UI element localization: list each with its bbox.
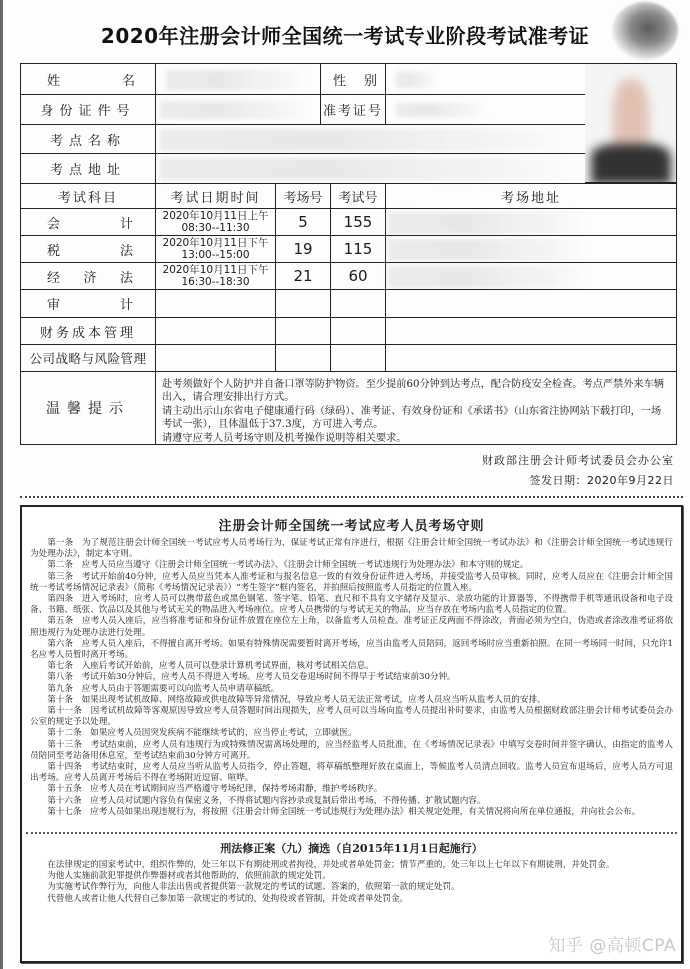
exam-room-address	[385, 208, 677, 236]
exam-subject: 公司战略与风险管理	[20, 344, 156, 372]
law-paragraph: 为实施考试作弊行为，向他人非法出售或者提供第一款规定的考试的试题、答案的，依照第一款的规定处罚。	[47, 882, 460, 893]
rule-article: 第七条 入座后考试开始前，应考人员可以登录计算机考试界面，核对考试相关信息。	[47, 661, 374, 672]
exam-room: 5	[275, 208, 331, 236]
rule-article: 第四条 进入考场时，应考人员可以携带蓝色或黑色钢笔、签字笔、铅笔、直尺和不具有文字储存及显示、录放功能的计算器等，不得携带手机等通讯设备和电子设备、书籍、纸张、饮品以及其他与考试无关的物品进入考场座位。应考人员携带的与考试无关的物品，应当存放在考场内监考人员指定的位置。	[30, 594, 673, 616]
rule-article: 第十条 如果出现考试机故障、网络故障或供电故障等异常情况，导致应考人员无法正常考试，应考人员应当听从监考人员的安排。	[47, 694, 546, 705]
rules-articles	[22, 538, 681, 818]
exam-datetime: 2020年10月11日下午 16:30--18:30	[155, 262, 276, 290]
header-room: 考场号	[275, 183, 331, 209]
notes-content	[155, 371, 677, 445]
fingerprint-smudge	[612, 2, 678, 60]
exam-room-address	[385, 344, 677, 372]
cut-line	[20, 496, 683, 498]
admission-ticket-table	[20, 63, 677, 445]
rule-article: 第十三条 考试结束前，应考人员有违规行为或特殊情况需离场处理的，应当经监考人员批准，在《考场情况记录表》中填写交卷时间并签字确认，由指定的监考人员陪同至考站备用休息室，至考试结束前30分钟方可离开。	[30, 739, 673, 761]
exam-datetime	[155, 289, 276, 318]
header-datetime: 考试日期时间	[155, 183, 276, 209]
label-gender: 性 别	[320, 63, 386, 95]
exam-room-address	[385, 317, 677, 345]
law-paragraph: 为他人实施前款犯罪提供作弊器材或者其他帮助的，依照前款的规定处罚。	[47, 871, 331, 882]
document-title: 2020年注册会计师全国统一考试专业阶段考试准考证	[100, 24, 590, 48]
rule-article: 第九条 应考人员由于答题需要可以向监考人员申请草稿纸。	[47, 683, 280, 694]
exam-seat: 60	[330, 262, 386, 290]
rule-article: 第二条 应考人员应当遵守《注册会计师全国统一考试办法》、《注册会计师全国统一考试违规行为处理办法》和本守则的规定。	[47, 560, 529, 571]
exam-room	[275, 317, 331, 345]
header-room-address: 考场地址	[385, 183, 677, 209]
rule-article: 第十六条 应考人员对试题内容负有保密义务，不得将试题内容抄录或复制后带出考场，不得传播、扩散试题内容。	[47, 795, 486, 806]
label-notes: 温馨提示	[20, 371, 156, 445]
value-site-name	[155, 124, 586, 154]
exam-subject: 税 法	[20, 235, 156, 263]
exam-room	[275, 289, 331, 318]
law-paragraph: 代替他人或者让他人代替自己参加第一款规定的考试的，处拘役或者管制，并处或者单处罚金。	[47, 893, 409, 904]
rule-article: 第十五条 应考人员在考试期间应当严格遵守考场纪律，保持考场肃静，维护考场秩序。	[47, 784, 383, 795]
value-name	[155, 63, 321, 95]
candidate-photo	[585, 63, 677, 183]
law-paragraph: 在法律规定的国家考试中，组织作弊的，处三年以下有期徒刑或者拘役，并处或者单处罚金；情节严重的，处三年以上七年以下有期徒刑，并处罚金。	[47, 860, 615, 871]
rules-title: 注册会计师全国统一考试应考人员考场守则	[218, 519, 485, 534]
rule-article: 第十七条 应考人员如果出现违规行为，将按照《注册会计师全国统一考试违规行为处理办法》相关规定处理，有关情况将向所在单位通报，并向社会公布。	[47, 806, 641, 817]
exam-room-address	[385, 289, 677, 318]
value-gender	[385, 63, 586, 95]
exam-room	[275, 344, 331, 372]
note-line: 请遵守应考人员考场守则及机考操作说明等相关要求。	[162, 432, 407, 444]
value-ticket-number	[385, 94, 586, 125]
label-site-name: 考点名称	[20, 124, 156, 154]
watermark: 知乎 @高顿CPA	[548, 936, 676, 956]
exam-room-address	[385, 262, 677, 290]
issue-date	[530, 472, 675, 488]
rule-article: 第三条 考试开始前40分钟，应考人员应当凭本人准考证和与报名信息一致的有效身份证件进入考场，并接受监考人员审核。同时，应考人员应在《注册会计师全国统一考试考场情况记录表》（简称《考场情况记录表》）“考生签字”框内签名，并拍照后按照监考人员指定的位置入座。	[30, 571, 673, 593]
rule-article: 第十一条 因考试机故障等客观原因导致应考人员答题时间出现损失，应考人员可以当场向监考人员提出补时要求，由监考人员根据财政部注册会计师考试委员会办公室的规定予以处理。	[30, 706, 673, 728]
rule-article: 第十四条 考试结束时，应考人员应当听从监考人员指令，停止答题，将草稿纸整理好放在桌面上，等候监考人员清点回收。监考人员宣布退场后，应考人员方可退出考场。应考人员离开考场后不得在考场附近逗留、喧哗。	[30, 762, 673, 784]
header-subject: 考试科目	[20, 183, 156, 209]
label-site-address: 考点地址	[20, 153, 156, 184]
left-edge-bar	[0, 0, 3, 969]
law-title: 刑法修正案（九）摘选（自2015年11月1日起施行）	[220, 842, 483, 856]
header-seat: 考试号	[330, 183, 386, 209]
exam-rules-box	[20, 505, 683, 963]
exam-datetime: 2020年10月11日下午 13:00--15:00	[155, 235, 276, 263]
rules-separator	[26, 832, 677, 834]
exam-seat: 155	[330, 208, 386, 236]
exam-datetime: 2020年10月11日上午 08:30--11:30	[155, 208, 276, 236]
exam-room: 21	[275, 262, 331, 290]
exam-subject: 会 计	[20, 208, 156, 236]
exam-seat	[330, 289, 386, 318]
exam-seat: 115	[330, 235, 386, 263]
exam-datetime	[155, 344, 276, 372]
note-line: 赴考须做好个人防护并自备口罩等防护物资。至少提前60分钟到达考点，配合防疫安全检查。考点严禁外来车辆出入，请合理安排出行方式。	[162, 379, 664, 404]
value-id-number	[155, 94, 321, 125]
law-paragraphs	[22, 860, 681, 905]
exam-seat	[330, 344, 386, 372]
rule-article: 第十二条 如果应考人员因突发疾病不能继续考试的，应当停止考试，立即就医。	[47, 728, 357, 739]
issue-date-value: 2020年9月22日	[587, 474, 674, 487]
exam-room-address	[385, 235, 677, 263]
exam-room: 19	[275, 235, 331, 263]
exam-seat	[330, 317, 386, 345]
issuer: 财政部注册会计师考试委员会办公室	[482, 454, 674, 467]
note-line: 请主动出示山东省电子健康通行码（绿码）、准考证、有效身份证和《承诺书》（山东省注协网站下载打印，一场考试一张），且体温低于37.3度，方可进入考点。	[162, 405, 662, 431]
rule-article: 第五条 应考人员入座后，应当将准考证和身份证件放置在座位左上角，以备监考人员检查。准考证正反两面不得涂改，背面必须为空白，伪造或者涂改准考证将依照违规行为处理办法进行处理。	[30, 616, 673, 638]
label-id-number: 身份证件号	[20, 94, 156, 125]
rule-article: 第八条 考试开始30分钟后，应考人员不得进入考场。应考人员交卷退场时间不得早于考试结束前30分钟。	[47, 672, 456, 683]
label-ticket-number: 准考证号	[320, 94, 386, 125]
exam-subject: 审 计	[20, 289, 156, 318]
value-site-address	[155, 153, 586, 184]
label-name: 姓 名	[20, 63, 156, 95]
issue-date-label: 签发日期：	[529, 474, 587, 487]
exam-datetime	[155, 317, 276, 345]
rule-article: 第六条 应考人员入座后，不得擅自离开考场。如果有特殊情况需要暂时离开考场，应当由监考人员陪同，返回考场时应当重新拍照。在同一考场同一时间，只允许1名应考人员暂时离开考场。	[30, 638, 673, 661]
exam-subject: 财务成本管理	[20, 317, 156, 345]
exam-subject: 经 济 法	[20, 262, 156, 290]
rule-article: 第一条 为了规范注册会计师全国统一考试应考人员考场行为，保证考试正常有序进行，根据《注册会计师全国统一考试办法》和《注册会计师全国统一考试违规行为处理办法》，制定本守则。	[30, 538, 673, 560]
